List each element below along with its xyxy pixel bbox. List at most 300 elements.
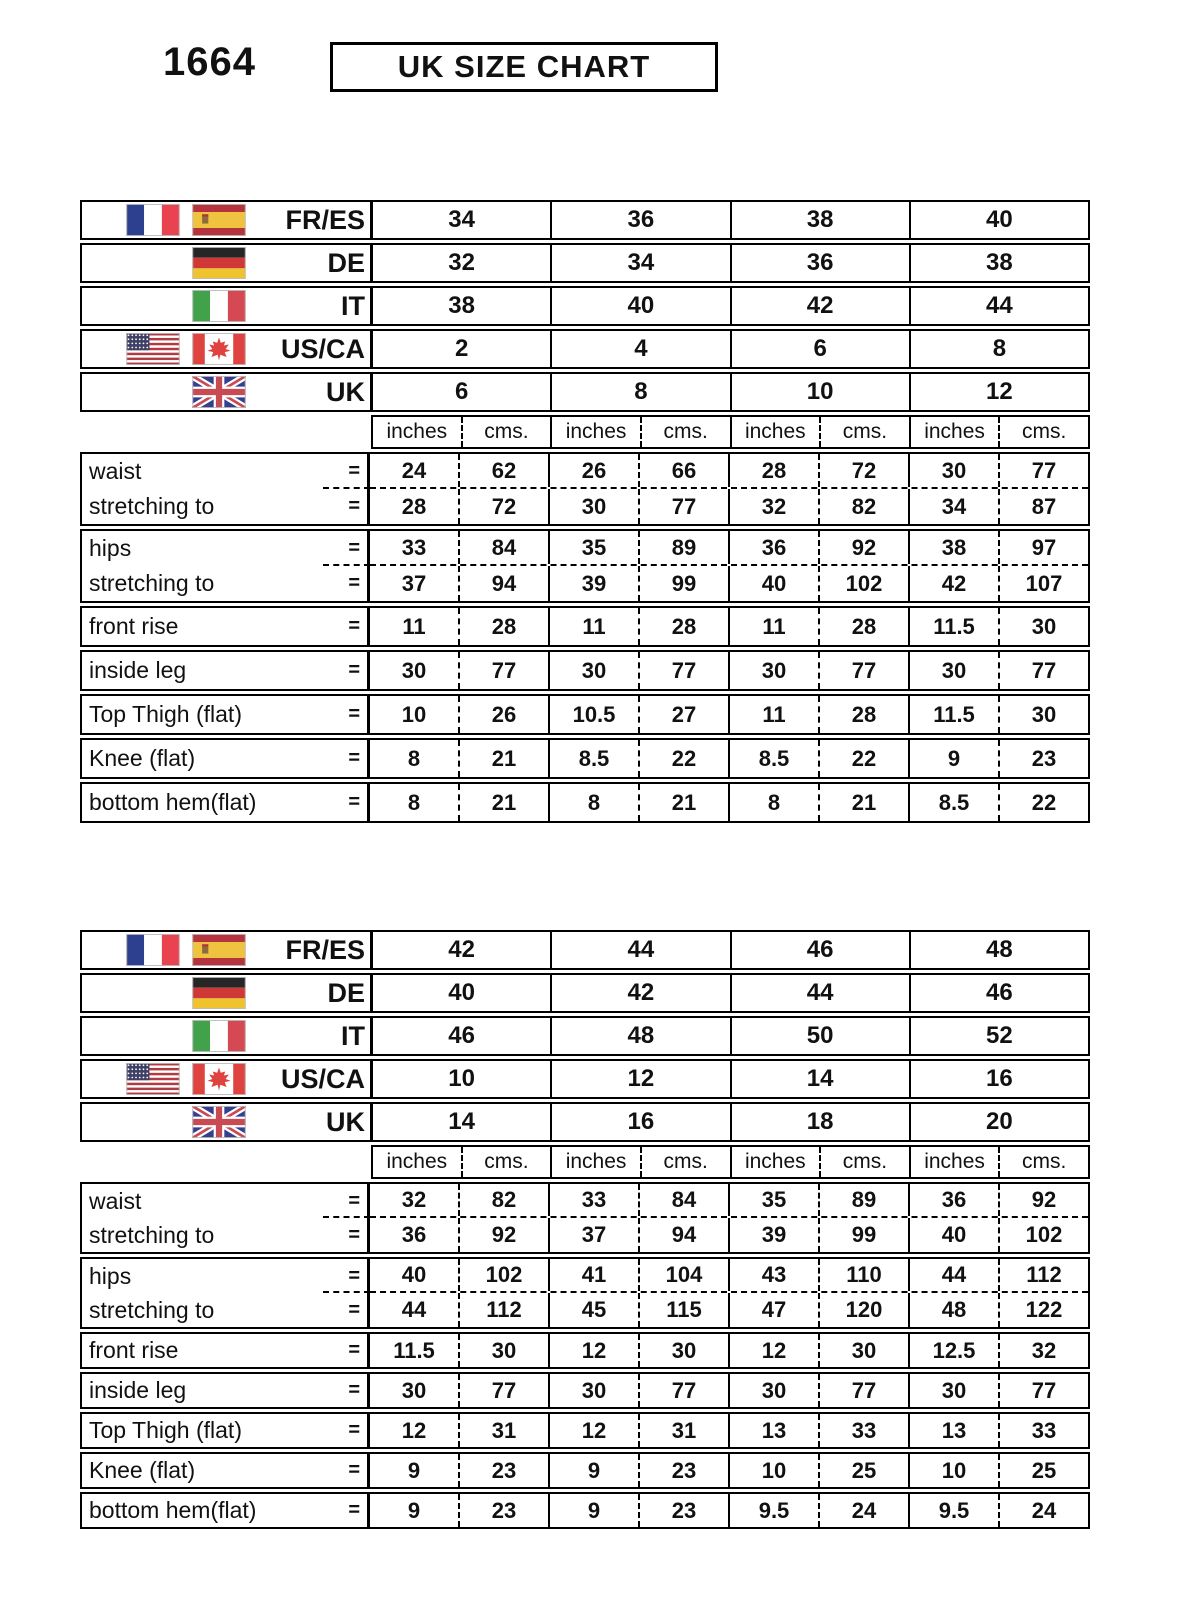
measure-label-cell xyxy=(82,566,370,601)
measure-value-cell: 30 xyxy=(820,1334,910,1367)
region-label: DE xyxy=(327,247,365,278)
size-table-lower xyxy=(80,930,1090,1532)
measure-box xyxy=(80,694,1090,735)
measure-label: waist xyxy=(89,1187,142,1214)
equals-sign: = xyxy=(348,747,360,769)
measure-label-cell xyxy=(82,784,370,821)
equals-sign: = xyxy=(348,615,360,637)
equals-sign: = xyxy=(348,1339,360,1361)
measure-value-cell: 8 xyxy=(730,784,820,821)
units-row xyxy=(80,415,1090,449)
measure-value-cell: 33 xyxy=(820,1414,910,1447)
measure-value-cell: 30 xyxy=(730,652,820,689)
size-value-cell: 44 xyxy=(552,932,731,968)
measure-value-cell: 104 xyxy=(640,1259,730,1291)
measure-value-cell: 9.5 xyxy=(730,1494,820,1527)
measure-values-group xyxy=(370,740,1088,777)
size-value-cell: 44 xyxy=(732,975,911,1011)
measure-label: front rise xyxy=(89,1337,179,1363)
measure-values-group xyxy=(370,1414,1088,1447)
dashed-divider xyxy=(323,1291,370,1293)
dashed-divider xyxy=(323,564,370,566)
measure-label: bottom hem(flat) xyxy=(89,1497,257,1523)
measure-values-group xyxy=(370,1334,1088,1367)
measure-value-cell: 97 xyxy=(1031,534,1057,560)
units-inches-label: inches xyxy=(732,417,822,447)
measure-value-cell: 92 xyxy=(820,531,910,564)
measure-label: stretching to xyxy=(89,1221,215,1248)
units-inches-label: inches xyxy=(373,417,463,447)
measure-row xyxy=(82,531,1088,566)
measure-value-cell: 45 xyxy=(550,1293,640,1327)
size-value-cell: 14 xyxy=(373,1104,552,1140)
size-value-cell: 40 xyxy=(373,975,552,1011)
measure-value-cell: 11.5 xyxy=(910,696,1000,733)
measure-row xyxy=(82,1184,1088,1218)
measure-value-cell: 32 xyxy=(1031,1337,1057,1363)
measure-value-cell: 30 xyxy=(910,652,1000,689)
equals-sign: = xyxy=(348,495,360,517)
measure-value-cell: 12 xyxy=(550,1334,640,1367)
units-spacer xyxy=(80,1145,371,1179)
measure-label: Knee (flat) xyxy=(89,1457,196,1483)
measure-value-cell: 10 xyxy=(910,1454,1000,1487)
measure-row xyxy=(82,489,1088,524)
size-value-cell: 34 xyxy=(552,245,731,281)
size-value-cell: 42 xyxy=(732,288,911,324)
measure-value-cell: 102 xyxy=(820,566,910,601)
units-box xyxy=(371,415,1090,449)
measure-value-cell: 34 xyxy=(910,489,1000,524)
region-label: FR/ES xyxy=(285,204,365,235)
measure-value-cell: 9 xyxy=(370,1494,460,1527)
spain-flag-icon xyxy=(192,204,246,236)
measure-values-group xyxy=(370,1374,1088,1407)
measure-values-group xyxy=(370,608,1088,645)
equals-sign: = xyxy=(348,460,360,482)
size-value-cell: 42 xyxy=(373,932,552,968)
size-values-group xyxy=(373,331,1088,367)
measure-value-cell: 84 xyxy=(640,1184,730,1216)
measure-value-cell: 87 xyxy=(1031,493,1057,519)
measure-label-cell xyxy=(82,1494,370,1527)
region-label-cell xyxy=(82,1061,373,1097)
region-label: IT xyxy=(341,290,365,321)
measure-value-cell: 110 xyxy=(820,1259,910,1291)
measure-label-cell xyxy=(82,1334,370,1367)
measure-value-cell: 33 xyxy=(370,531,460,564)
france-flag-icon xyxy=(126,204,180,236)
region-row xyxy=(80,1016,1090,1056)
measure-value-cell: 40 xyxy=(910,1218,1000,1252)
size-value-cell: 36 xyxy=(732,245,911,281)
measure-value-cell: 24 xyxy=(1031,1497,1057,1523)
germany-flag-icon xyxy=(192,977,246,1009)
measure-value-cell: 23 xyxy=(460,1454,550,1487)
measure-row xyxy=(82,1259,1088,1293)
measure-value-cell: 28 xyxy=(370,489,460,524)
measure-label: inside leg xyxy=(89,657,187,683)
region-label-cell xyxy=(82,374,373,410)
measure-box xyxy=(80,452,1090,526)
measure-value-cell: 30 xyxy=(550,652,640,689)
region-row xyxy=(80,973,1090,1013)
region-label: US/CA xyxy=(280,333,365,364)
measure-value-cell: 36 xyxy=(910,1184,1000,1216)
measure-label: stretching to xyxy=(89,493,215,519)
measure-value-cell: 12.5 xyxy=(910,1334,1000,1367)
measure-label: bottom hem(flat) xyxy=(89,789,257,815)
measure-value-cell: 92 xyxy=(460,1218,550,1252)
page-title-box xyxy=(330,42,718,92)
measure-value-cell: 11.5 xyxy=(370,1334,460,1367)
measure-value-cell: 10 xyxy=(730,1454,820,1487)
size-values-group xyxy=(373,1061,1088,1097)
measure-label-cell xyxy=(82,1374,370,1407)
measure-values-group xyxy=(370,566,1088,601)
units-cms-label: cms. xyxy=(642,1147,732,1177)
size-value-cell: 12 xyxy=(552,1061,731,1097)
measure-box xyxy=(80,1492,1090,1529)
measure-value-cell: 77 xyxy=(1031,657,1057,683)
measure-row xyxy=(82,652,1088,689)
measure-value-cell: 30 xyxy=(550,489,640,524)
measure-value-cell: 44 xyxy=(910,1259,1000,1291)
size-value-cell: 36 xyxy=(552,202,731,238)
measure-value-cell: 8.5 xyxy=(730,740,820,777)
equals-sign: = xyxy=(348,1298,360,1321)
measure-value-cell: 30 xyxy=(1031,701,1057,727)
measure-value-cell: 12 xyxy=(550,1414,640,1447)
region-row xyxy=(80,1102,1090,1142)
size-value-cell: 44 xyxy=(986,292,1013,319)
size-values-group xyxy=(373,932,1088,968)
measure-value-cell: 42 xyxy=(910,566,1000,601)
measure-label: stretching to xyxy=(89,570,215,596)
size-value-cell: 48 xyxy=(552,1018,731,1054)
measure-row xyxy=(82,1454,1088,1487)
measure-value-cell: 102 xyxy=(1025,1222,1063,1247)
measure-values-group xyxy=(370,1218,1088,1252)
measure-value-cell: 30 xyxy=(1031,613,1057,639)
measure-value-cell: 77 xyxy=(640,1374,730,1407)
measure-values-group xyxy=(370,1293,1088,1327)
region-row xyxy=(80,200,1090,240)
region-row xyxy=(80,930,1090,970)
units-inches-label: inches xyxy=(732,1147,822,1177)
measure-label-cell xyxy=(82,489,370,524)
measure-value-cell: 9 xyxy=(550,1454,640,1487)
measure-box xyxy=(80,1372,1090,1409)
units-cms-label: cms. xyxy=(463,1147,553,1177)
page-title: UK SIZE CHART xyxy=(397,49,651,84)
measure-value-cell: 77 xyxy=(1031,457,1057,483)
size-value-cell: 50 xyxy=(732,1018,911,1054)
measure-value-cell: 28 xyxy=(820,696,910,733)
size-values-group xyxy=(373,374,1088,410)
measure-value-cell: 89 xyxy=(640,531,730,564)
region-label: UK xyxy=(326,1106,365,1137)
measure-value-cell: 30 xyxy=(460,1334,550,1367)
units-cms-label: cms. xyxy=(821,1147,911,1177)
size-value-cell: 8 xyxy=(552,374,731,410)
units-cms-label: cms. xyxy=(1022,420,1067,443)
measure-value-cell: 11 xyxy=(730,608,820,645)
region-label-cell xyxy=(82,202,373,238)
equals-sign: = xyxy=(348,791,360,813)
size-values-group xyxy=(373,202,1088,238)
size-values-group xyxy=(373,975,1088,1011)
measure-row xyxy=(82,1414,1088,1447)
measure-value-cell: 41 xyxy=(550,1259,640,1291)
equals-sign: = xyxy=(348,1264,360,1287)
measure-label: Top Thigh (flat) xyxy=(89,701,242,727)
measure-row xyxy=(82,740,1088,777)
measure-value-cell: 30 xyxy=(640,1334,730,1367)
measure-value-cell: 30 xyxy=(910,454,1000,487)
units-spacer xyxy=(80,415,371,449)
measure-value-cell: 28 xyxy=(820,608,910,645)
measure-value-cell: 77 xyxy=(820,1374,910,1407)
measure-label: stretching to xyxy=(89,1296,215,1323)
measure-label-cell xyxy=(82,1259,370,1293)
measure-value-cell: 112 xyxy=(460,1293,550,1327)
measure-value-cell: 77 xyxy=(1031,1377,1057,1403)
measure-value-cell: 22 xyxy=(1031,789,1057,815)
measure-label-cell xyxy=(82,1218,370,1252)
measure-value-cell: 11 xyxy=(370,608,460,645)
measure-value-cell: 122 xyxy=(1025,1297,1063,1322)
measure-value-cell: 35 xyxy=(730,1184,820,1216)
measure-value-cell: 47 xyxy=(730,1293,820,1327)
region-row xyxy=(80,243,1090,283)
units-cms-label: cms. xyxy=(642,417,732,447)
measure-row xyxy=(82,1494,1088,1527)
measure-value-cell: 11 xyxy=(730,696,820,733)
region-row xyxy=(80,372,1090,412)
size-value-cell: 42 xyxy=(552,975,731,1011)
size-table-upper xyxy=(80,200,1090,826)
size-value-cell: 38 xyxy=(373,288,552,324)
germany-flag-icon xyxy=(192,247,246,279)
size-value-cell: 2 xyxy=(373,331,552,367)
measure-value-cell: 21 xyxy=(460,784,550,821)
measure-value-cell: 33 xyxy=(550,1184,640,1216)
measure-value-cell: 21 xyxy=(820,784,910,821)
measure-box xyxy=(80,1412,1090,1449)
uk-flag-icon xyxy=(192,376,246,408)
dashed-divider xyxy=(323,1216,370,1218)
size-values-group xyxy=(373,245,1088,281)
region-label-cell xyxy=(82,1018,373,1054)
measure-value-cell: 11 xyxy=(550,608,640,645)
equals-sign: = xyxy=(348,1419,360,1441)
equals-sign: = xyxy=(348,703,360,725)
measure-box xyxy=(80,1452,1090,1489)
size-value-cell: 6 xyxy=(373,374,552,410)
measure-value-cell: 102 xyxy=(460,1259,550,1291)
measure-value-cell: 30 xyxy=(370,1374,460,1407)
region-label: DE xyxy=(327,977,365,1008)
measure-row xyxy=(82,1374,1088,1407)
size-value-cell: 34 xyxy=(373,202,552,238)
measure-value-cell: 66 xyxy=(640,454,730,487)
measure-value-cell: 39 xyxy=(730,1218,820,1252)
measure-value-cell: 13 xyxy=(730,1414,820,1447)
measure-row xyxy=(82,1293,1088,1327)
measure-value-cell: 9 xyxy=(910,740,1000,777)
measure-box xyxy=(80,1332,1090,1369)
measure-value-cell: 99 xyxy=(820,1218,910,1252)
measure-value-cell: 9 xyxy=(550,1494,640,1527)
measure-value-cell: 12 xyxy=(370,1414,460,1447)
size-value-cell: 46 xyxy=(373,1018,552,1054)
measure-label: Top Thigh (flat) xyxy=(89,1417,242,1443)
measure-value-cell: 72 xyxy=(460,489,550,524)
measure-value-cell: 77 xyxy=(820,652,910,689)
measure-value-cell: 77 xyxy=(640,489,730,524)
italy-flag-icon xyxy=(192,1020,246,1052)
style-code: 1664 xyxy=(163,40,256,84)
equals-sign: = xyxy=(348,1459,360,1481)
measure-label-cell xyxy=(82,1293,370,1327)
measure-label: Knee (flat) xyxy=(89,745,196,771)
measure-value-cell: 11.5 xyxy=(910,608,1000,645)
size-value-cell: 6 xyxy=(732,331,911,367)
region-label: FR/ES xyxy=(285,934,365,965)
measure-value-cell: 35 xyxy=(550,531,640,564)
measure-value-cell: 8.5 xyxy=(550,740,640,777)
size-value-cell: 12 xyxy=(986,378,1013,405)
size-value-cell: 46 xyxy=(732,932,911,968)
measure-value-cell: 8 xyxy=(550,784,640,821)
size-values-group xyxy=(373,1018,1088,1054)
measure-value-cell: 43 xyxy=(730,1259,820,1291)
measure-value-cell: 28 xyxy=(460,608,550,645)
measure-row xyxy=(82,608,1088,645)
size-value-cell: 16 xyxy=(986,1065,1013,1092)
measure-values-group xyxy=(370,1184,1088,1218)
measure-value-cell: 22 xyxy=(820,740,910,777)
canada-flag-icon xyxy=(192,333,246,365)
measure-label-cell xyxy=(82,608,370,645)
measure-values-group xyxy=(370,1494,1088,1527)
equals-sign: = xyxy=(348,1499,360,1521)
measure-value-cell: 94 xyxy=(460,566,550,601)
measure-label: waist xyxy=(89,458,142,484)
size-value-cell: 48 xyxy=(986,936,1013,963)
measure-value-cell: 32 xyxy=(370,1184,460,1216)
measure-box xyxy=(80,529,1090,603)
units-box xyxy=(371,1145,1090,1179)
measure-label-cell xyxy=(82,531,370,566)
units-inches-label: inches xyxy=(911,417,1001,447)
measure-value-cell: 31 xyxy=(640,1414,730,1447)
region-label-cell xyxy=(82,932,373,968)
region-label: IT xyxy=(341,1020,365,1051)
size-value-cell: 40 xyxy=(986,206,1013,233)
measure-value-cell: 44 xyxy=(370,1293,460,1327)
measure-box xyxy=(80,606,1090,647)
size-value-cell: 38 xyxy=(732,202,911,238)
measure-value-cell: 30 xyxy=(370,652,460,689)
measure-value-cell: 32 xyxy=(730,489,820,524)
region-row xyxy=(80,286,1090,326)
measure-value-cell: 21 xyxy=(460,740,550,777)
measure-value-cell: 30 xyxy=(730,1374,820,1407)
units-row xyxy=(80,1145,1090,1179)
measure-value-cell: 82 xyxy=(820,489,910,524)
measure-value-cell: 25 xyxy=(820,1454,910,1487)
measure-value-cell: 33 xyxy=(1031,1417,1057,1443)
measure-box xyxy=(80,782,1090,823)
units-cms-label: cms. xyxy=(1022,1150,1067,1173)
region-label: US/CA xyxy=(280,1063,365,1094)
measure-value-cell: 8.5 xyxy=(910,784,1000,821)
measure-value-cell: 23 xyxy=(1031,745,1057,771)
measure-box xyxy=(80,1182,1090,1254)
measure-value-cell: 26 xyxy=(460,696,550,733)
measure-label-cell xyxy=(82,1184,370,1218)
size-value-cell: 18 xyxy=(732,1104,911,1140)
measure-values-group xyxy=(370,652,1088,689)
measure-value-cell: 48 xyxy=(910,1293,1000,1327)
measure-values-group xyxy=(370,489,1088,524)
measure-value-cell: 99 xyxy=(640,566,730,601)
measure-value-cell: 94 xyxy=(640,1218,730,1252)
measure-value-cell: 37 xyxy=(370,566,460,601)
measure-value-cell: 77 xyxy=(460,652,550,689)
measure-value-cell: 37 xyxy=(550,1218,640,1252)
size-value-cell: 10 xyxy=(373,1061,552,1097)
size-values-group xyxy=(373,288,1088,324)
spain-flag-icon xyxy=(192,934,246,966)
measure-label-cell xyxy=(82,1414,370,1447)
measure-value-cell: 24 xyxy=(820,1494,910,1527)
measure-value-cell: 40 xyxy=(370,1259,460,1291)
measure-value-cell: 30 xyxy=(550,1374,640,1407)
measure-value-cell: 120 xyxy=(820,1293,910,1327)
size-value-cell: 52 xyxy=(986,1022,1013,1049)
measure-label-cell xyxy=(82,1454,370,1487)
size-value-cell: 16 xyxy=(552,1104,731,1140)
region-label-cell xyxy=(82,1104,373,1140)
measure-value-cell: 9 xyxy=(370,1454,460,1487)
measure-row xyxy=(82,454,1088,489)
measure-box xyxy=(80,650,1090,691)
measure-value-cell: 10.5 xyxy=(550,696,640,733)
size-value-cell: 40 xyxy=(552,288,731,324)
measure-value-cell: 36 xyxy=(370,1218,460,1252)
measure-box xyxy=(80,738,1090,779)
measure-row xyxy=(82,566,1088,601)
measure-value-cell: 36 xyxy=(730,531,820,564)
measure-value-cell: 26 xyxy=(550,454,640,487)
usa-flag-icon xyxy=(126,1063,180,1095)
measure-value-cell: 39 xyxy=(550,566,640,601)
measure-row xyxy=(82,784,1088,821)
measure-value-cell: 77 xyxy=(460,1374,550,1407)
measure-value-cell: 82 xyxy=(460,1184,550,1216)
measure-value-cell: 23 xyxy=(640,1454,730,1487)
measure-value-cell: 23 xyxy=(460,1494,550,1527)
equals-sign: = xyxy=(348,572,360,594)
measure-value-cell: 31 xyxy=(460,1414,550,1447)
measure-value-cell: 21 xyxy=(640,784,730,821)
measure-value-cell: 77 xyxy=(640,652,730,689)
region-label-cell xyxy=(82,288,373,324)
units-inches-label: inches xyxy=(552,417,642,447)
